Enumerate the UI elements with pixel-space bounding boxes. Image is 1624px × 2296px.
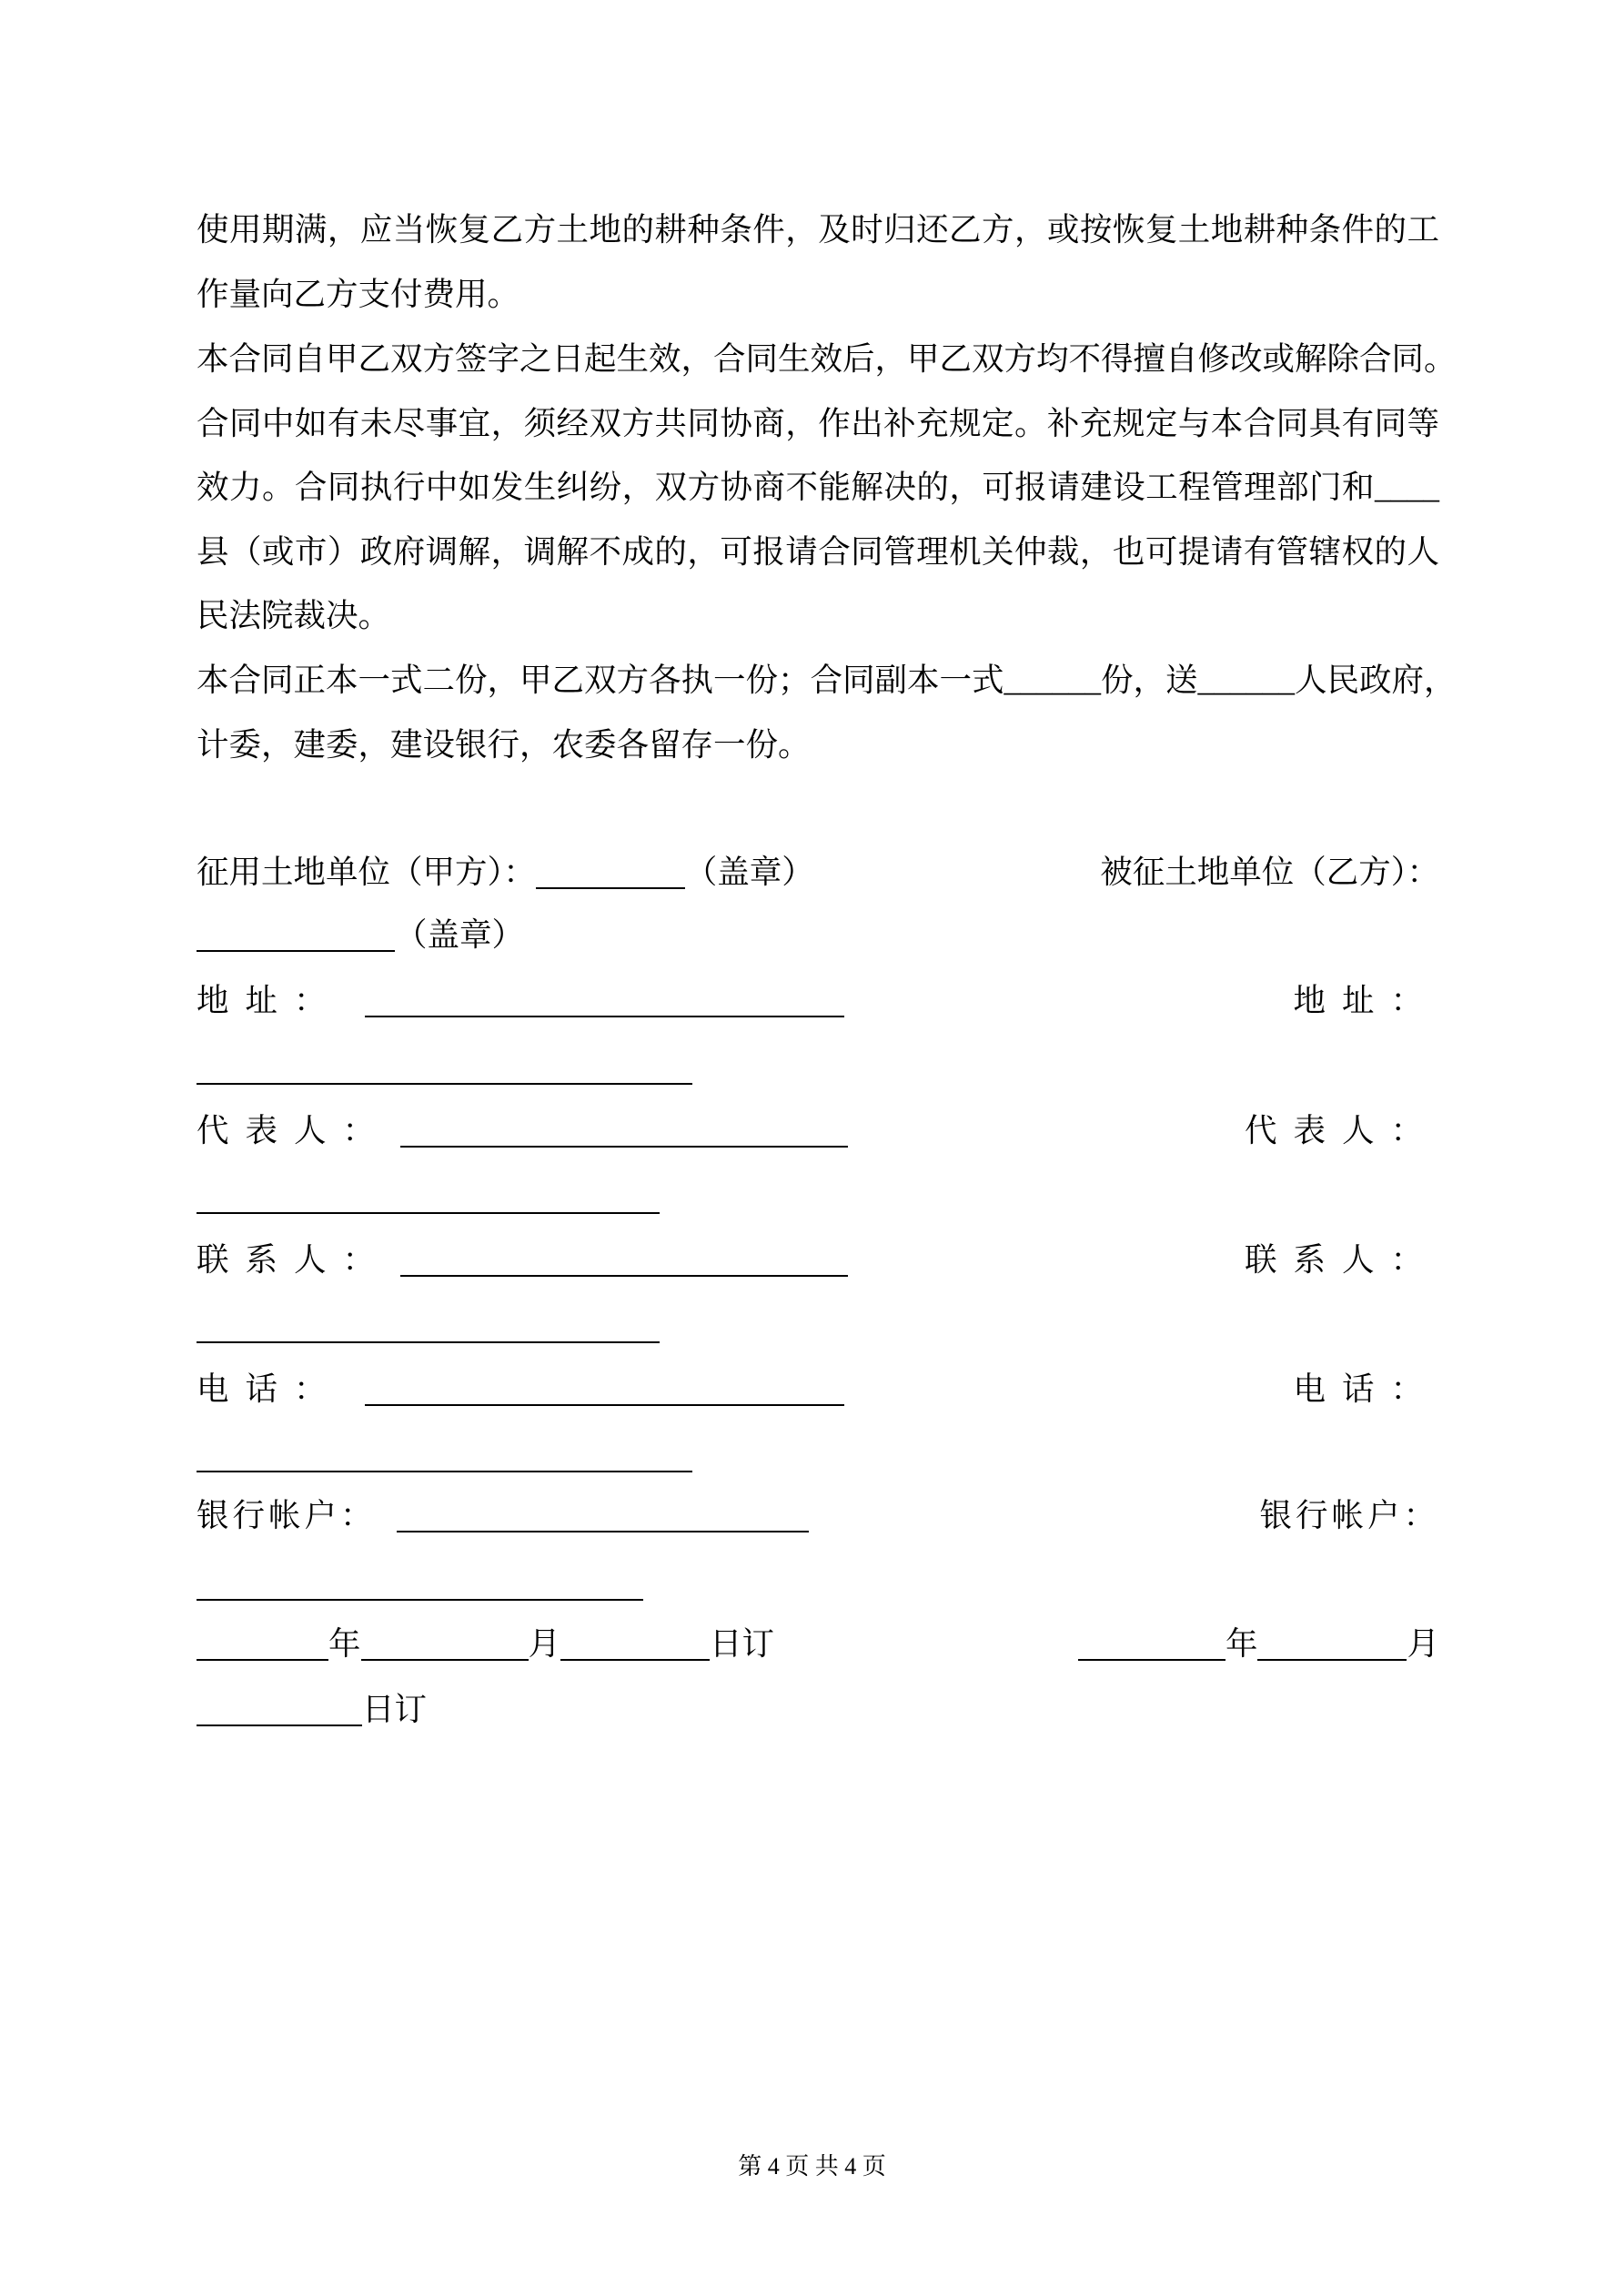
date-row <box>197 1612 1439 1675</box>
phone-label-b: 电话： <box>1293 1371 1439 1407</box>
contact-blank-a <box>400 1248 848 1277</box>
month-label: 月 <box>528 1625 561 1662</box>
phone-blank-b <box>197 1443 692 1472</box>
representative-label-b: 代表人： <box>1244 1112 1439 1148</box>
representative-blank-b <box>197 1185 660 1214</box>
paragraph-line: 计委，建委，建设银行，农委各留存一份。 <box>197 726 811 763</box>
day-blank-b <box>197 1697 362 1726</box>
month-blank-a <box>361 1632 529 1661</box>
bank-account-label-b: 银行帐户： <box>1259 1497 1439 1533</box>
year-blank-b <box>1078 1632 1226 1661</box>
paragraph-line: 民法院裁决。 <box>197 597 391 633</box>
year-label: 年 <box>1225 1625 1258 1662</box>
bank-account-label-a: 银行帐户： <box>197 1497 377 1533</box>
month-label: 月 <box>1407 1625 1439 1662</box>
bank-account-blank-b <box>197 1572 643 1601</box>
paragraph-line: 本合同正本一式二份，甲乙双方各执一份；合同副本一式______份，送______人民政府， <box>197 662 1457 698</box>
address-blank-a <box>365 988 844 1017</box>
contact-label-b: 联系人： <box>1244 1241 1439 1278</box>
address-label-a: 地址： <box>197 982 343 1018</box>
party-a-label: 征用土地单位（甲方）： <box>197 854 536 890</box>
party-b-label: 被征土地单位（乙方）： <box>1100 854 1439 890</box>
contact-label-a: 联系人： <box>197 1241 392 1278</box>
phone-label-a: 电话： <box>197 1371 343 1407</box>
party-a-blank <box>536 860 685 889</box>
seal-label: （盖章） <box>684 854 814 890</box>
representative-blank-a <box>400 1118 848 1148</box>
year-blank-a <box>197 1632 328 1661</box>
address-label-b: 地址： <box>1293 982 1439 1018</box>
page-number: 第 4 页 共 4 页 <box>738 2153 886 2180</box>
seal-label: （盖章） <box>395 916 525 953</box>
party-row <box>197 840 1439 904</box>
paragraph-line: 作量向乙方支付费用。 <box>197 276 520 312</box>
paragraph-line: 县（或市）政府调解，调解不成的，可报请合同管理机关仲裁，也可提请有管辖权的人 <box>197 533 1439 570</box>
paragraph-line: 使用期满，应当恢复乙方土地的耕种条件，及时归还乙方，或按恢复土地耕种条件的工 <box>197 211 1439 248</box>
contact-blank-b <box>197 1314 660 1343</box>
bank-account-blank-a <box>397 1503 809 1532</box>
address-blank-b <box>197 1056 692 1085</box>
phone-blank-a <box>365 1377 844 1406</box>
month-blank-b <box>1257 1632 1407 1661</box>
party-b-blank <box>197 923 395 952</box>
representative-label-a: 代表人： <box>197 1112 392 1148</box>
day-blank-a <box>560 1632 710 1661</box>
paragraph-line: 本合同自甲乙双方签字之日起生效，合同生效后，甲乙双方均不得擅自修改或解除合同。 <box>197 340 1457 377</box>
paragraph-line: 效力。合同执行中如发生纠纷，双方协商不能解决的，可报请建设工程管理部门和____ <box>197 469 1439 505</box>
day-signed-label: 日订 <box>362 1691 428 1727</box>
paragraph-line: 合同中如有未尽事宜，须经双方共同协商，作出补充规定。补充规定与本合同具有同等 <box>197 405 1439 441</box>
year-label: 年 <box>328 1625 361 1662</box>
day-signed-label: 日订 <box>710 1625 775 1662</box>
